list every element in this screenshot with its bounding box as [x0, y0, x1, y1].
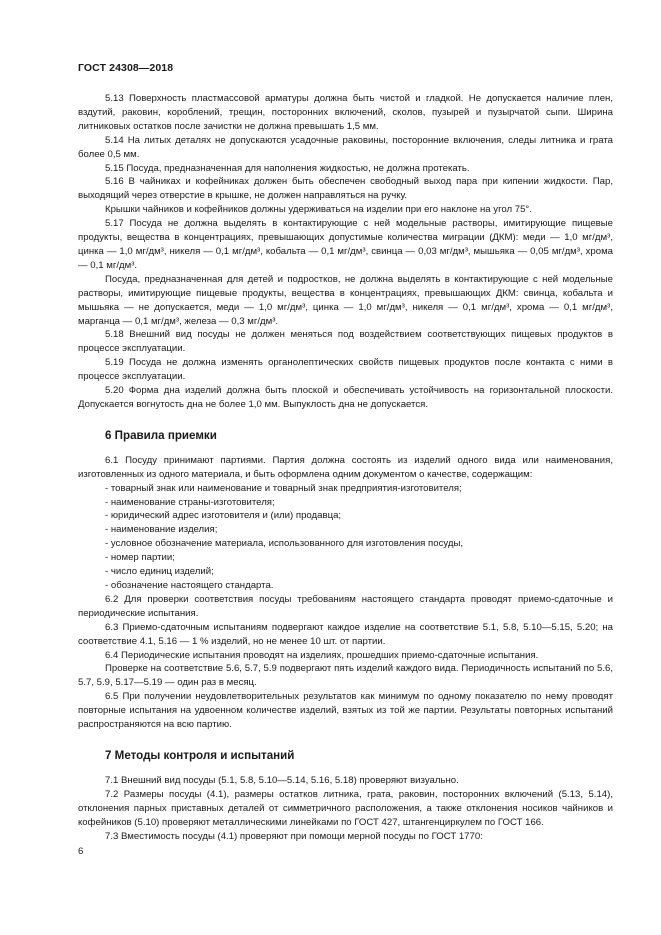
- paragraph-6-4-periodic: Проверке на соответствие 5.6, 5.7, 5.9 подвергают пять изделий каждого вида. Периодичность испытаний по 5.6, 5.7, 5.9, 5.17—5.19 — один раз в месяц.: [78, 663, 613, 689]
- paragraph-5-20: 5.20 Форма дна изделий должна быть плоской и обеспечивать устойчивость на горизонтальной плоскости. Допускается вогнутость дна не более 1,0 мм. Выпуклость дна не допускается.: [78, 385, 613, 410]
- list-item: - наименование страны-изготовителя;: [105, 496, 275, 508]
- section-6-heading: 6 Правила приемки: [105, 428, 217, 442]
- paragraph-5-16-lids: Крышки чайников и кофейников должны удерживаться на изделии при его наклоне на угол 75°.: [105, 204, 532, 216]
- list-item: - товарный знак или наименование и товарный знак предприятия-изготовителя;: [105, 482, 462, 494]
- paragraph-6-2: 6.2 Для проверки соответствия посуды требованиям настоящего стандарта проводят приемо-сдаточные и периодические испытания.: [78, 593, 613, 619]
- paragraph-5-16: 5.16 В чайниках и кофейниках должен быть обеспечен свободный выход пара при кипении жидкости. Пар, выходящий через отверстие в крышке, не должен направляться на ручку.: [78, 176, 613, 202]
- list-item: - число единиц изделий;: [105, 566, 214, 578]
- list-item: - юридический адрес изготовителя и (или) продавца;: [105, 510, 342, 522]
- paragraph-6-5: 6.5 При получении неудовлетворительных результатов как минимум по одному показателю по нему проводят повторные испытания на удвоенном количестве изделий, взятых из той же партии. Результаты повторных испытаний распространяются на всю партию.: [78, 691, 613, 731]
- paragraph-7-1: 7.1 Внешний вид посуды (5.1, 5.8, 5.10—5.14, 5.16, 5.18) проверяют визуально.: [105, 774, 459, 786]
- paragraph-5-19: 5.19 Посуда не должна изменять органолептических свойств пищевых продуктов после контакта с ними в процессе эксплуатации.: [78, 357, 613, 383]
- section-7-heading: 7 Методы контроля и испытаний: [105, 748, 295, 762]
- paragraph-5-17-children: Посуда, предназначенная для детей и подростков, не должна выделять в контактирующие с ней модельные растворы, имитирующие пищевые продукты, вещества в концентрациях, превышающих ДКМ: свинца, кобальта и мышьяка — не допускается, меди — 1,0 мг/дм³, цинка — 1,0 мг/дм³, никеля — 0,1 мг/дм³, хрома — 0,1 мг/дм³, марганца — 0,1 мг/дм³, железа — 0,3 мг/дм³.: [78, 273, 613, 327]
- paragraph-5-15: 5.15 Посуда, предназначенная для наполнения жидкостью, не должна протекать.: [105, 162, 470, 174]
- paragraph-5-18: 5.18 Внешний вид посуды не должен меняться под воздействием соответствующих пищевых продуктов в процессе эксплуатации.: [78, 329, 613, 355]
- document-header: ГОСТ 24308—2018: [78, 62, 174, 74]
- page-number: 6: [78, 846, 84, 857]
- paragraph-6-3: 6.3 Приемо-сдаточным испытаниям подвергают каждое изделие на соответствие 5.1, 5.8, 5.10—5.15, 5.20; на соответствие 4.1, 5.16 — 1 % изделий, но не менее 10 шт. от партии.: [78, 621, 613, 647]
- list-item: - номер партии;: [105, 552, 175, 564]
- paragraph-5-13: 5.13 Поверхность пластмассовой арматуры должна быть чистой и гладкой. Не допускается наличие плен, вздутий, раковин, короблений, трещин, посторонних включений, сколов, пузырей и пузырчатой сыпи. Ширина литниковых остатков после зачистки не должна превышать 1,5 мм.: [78, 93, 613, 132]
- paragraph-7-3: 7.3 Вместимость посуды (4.1) проверяют при помощи мерной посуды по ГОСТ 1770:: [105, 830, 483, 842]
- paragraph-6-4: 6.4 Периодические испытания проводят на изделиях, прошедших приемо-сдаточные испытания.: [105, 649, 539, 661]
- list-item: - наименование изделия;: [105, 524, 218, 536]
- paragraph-5-14: 5.14 На литых деталях не допускаются усадочные раковины, посторонние включения, следы литника и грата более 0,5 мм.: [78, 134, 613, 160]
- list-item: - условное обозначение материала, использованного для изготовления посуды,: [105, 538, 464, 550]
- paragraph-5-17: 5.17 Посуда не должна выделять в контактирующие с ней модельные растворы, имитирующие пищевые продукты, вещества в концентрациях, превышающих допустимые количества миграции (ДКМ): меди — 1,0 мг/дм³, цинка — 1,0 мг/дм³, никеля — 0,1 мг/дм³, кобальта — 0,1 мг/дм³, свинца — 0,03 мг/дм³, мышьяка — 0,05 мг/дм³, хрома — 0,1 мг/дм³.: [78, 218, 613, 271]
- paragraph-6-1: 6.1 Посуду принимают партиями. Партия должна состоять из изделий одного вида или наименования, изготовленных из одного материала, и быть оформлена одним документом о качестве, содержащим:: [78, 454, 613, 480]
- document-body: [78, 92, 613, 844]
- list-item: - обозначение настоящего стандарта.: [105, 580, 274, 591]
- paragraph-7-2: 7.2 Размеры посуды (4.1), размеры остатков литника, грата, раковин, посторонних включений (5.13, 5.14), отклонения парных приставных деталей от симметричного расположения, а также отклонения носиков чайников и кофейников (5.10) проверяют металлическими линейками по ГОСТ 427, штангенциркулем по ГОСТ 166.: [78, 788, 613, 828]
